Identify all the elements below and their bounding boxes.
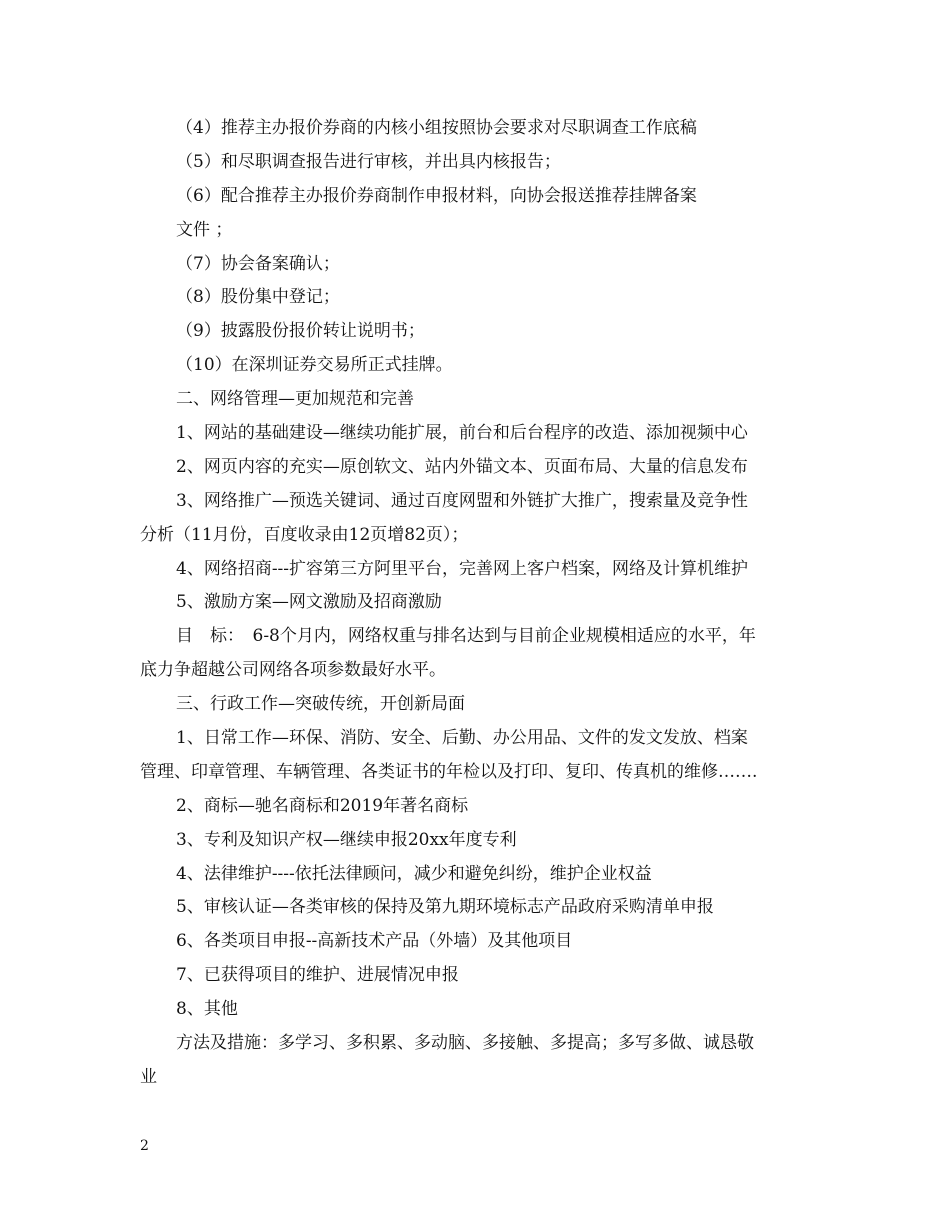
- text-line: （8）股份集中登记；: [176, 287, 340, 308]
- text-line: 8、其他: [176, 999, 238, 1020]
- text-line: 3、专利及知识产权—继续申报20xx年度专利: [176, 829, 517, 850]
- text-line-continuation: 管理、印章管理、车辆管理、各类证书的年检以及打印、复印、传真机的维修…….: [140, 761, 758, 782]
- text-line: （7）协会备案确认；: [176, 253, 340, 274]
- text-line: （5）和尽职调查报告进行审核，并出具内核报告；: [176, 151, 561, 172]
- text-line: 1、网站的基础建设—继续功能扩展，前台和后台程序的改造、添加视频中心: [176, 423, 748, 444]
- text-line: 文件 ；: [176, 219, 233, 240]
- text-line: 3、网络推广—预选关键词、通过百度网盟和外链扩大推广，搜索量及竞争性: [176, 490, 748, 511]
- text-line: 2、商标—驰名商标和2019年著名商标: [176, 795, 469, 816]
- text-line: 5、审核认证—各类审核的保持及第九期环境标志产品政府采购清单申报: [176, 897, 714, 918]
- text-line: （4）推荐主办报价券商的内核小组按照协会要求对尽职调查工作底稿: [176, 118, 697, 138]
- text-line: 7、已获得项目的维护、进展情况申报: [176, 965, 459, 986]
- text-line: 方法及措施：多学习、多积累、多动脑、多接触、多提高；多写多做、诚恳敬: [176, 1033, 754, 1054]
- text-line: （6）配合推荐主办报价券商制作申报材料，向协会报送推荐挂牌备案: [176, 185, 697, 206]
- text-line: 4、法律维护----依托法律顾问，减少和避免纠纷，维护企业权益: [176, 863, 652, 884]
- text-line: 5、激励方案—网文激励及招商激励: [176, 592, 442, 613]
- text-line: （9）披露股份报价转让说明书；: [176, 321, 425, 342]
- text-line: 1、日常工作—环保、消防、安全、后勤、办公用品、文件的发文发放、档案: [176, 728, 748, 749]
- text-line-continuation: 底力争超越公司网络各项参数最好水平。: [140, 660, 446, 681]
- section-heading: 三、行政工作—突破传统，开创新局面: [176, 694, 465, 715]
- page-number: 2: [140, 1138, 149, 1154]
- section-heading: 二、网络管理—更加规范和完善: [176, 389, 414, 410]
- text-line: 6、各类项目申报--高新技术产品（外墙）及其他项目: [176, 931, 573, 952]
- text-line-continuation: 分析（11月份，百度收录由12页增82页）；: [140, 524, 469, 545]
- document-body: [140, 112, 820, 1095]
- text-line-continuation: 业: [140, 1066, 157, 1087]
- text-line: （10）在深圳证券交易所正式挂牌。: [176, 355, 453, 376]
- text-line: 4、网络招商---扩容第三方阿里平台，完善网上客户档案，网络及计算机维护: [176, 558, 749, 579]
- text-line: 2、网页内容的充实—原创软文、站内外锚文本、页面布局、大量的信息发布: [176, 456, 748, 477]
- text-line: 目 标： 6-8个月内，网络权重与排名达到与目前企业规模相适应的水平，年: [176, 626, 756, 647]
